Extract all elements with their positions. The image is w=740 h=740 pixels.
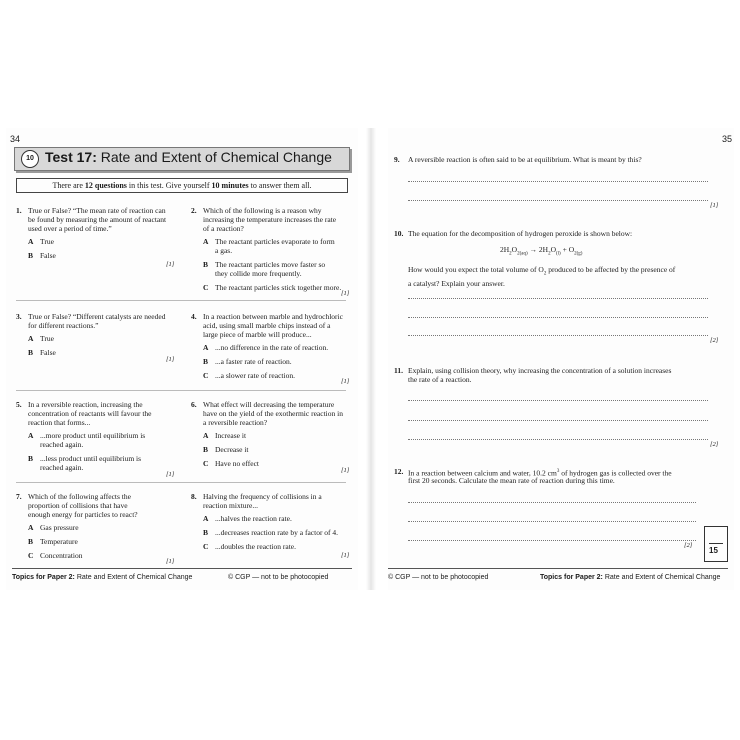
question-text: of hydrogen gas is collected over the: [559, 468, 672, 478]
footer-topic: [12, 574, 192, 581]
option-letter: A: [28, 431, 34, 440]
option-text: Temperature: [40, 537, 78, 546]
option-text: True: [40, 334, 54, 343]
footer-divider: [388, 568, 728, 569]
option-text: Have no effect: [215, 459, 260, 468]
footer-divider: [12, 568, 352, 569]
question-number: 11.: [394, 366, 403, 375]
mark-allocation: [2]: [710, 441, 719, 448]
score-total: 15: [709, 546, 718, 555]
score-divider: [709, 543, 723, 544]
copyright: © CGP — not to be photocopied: [388, 574, 489, 581]
answer-line[interactable]: [408, 439, 708, 440]
question-10-prompt: [408, 265, 728, 288]
footer-topic-rest: Rate and Extent of Chemical Change: [602, 574, 721, 581]
option-text: ...no difference in the rate of reaction.: [215, 343, 329, 352]
option-letter: B: [28, 348, 34, 357]
question-text: be found by measuring the amount of reactant: [28, 215, 167, 224]
prompt-text: produced to be affected by the presence of: [546, 265, 676, 274]
question-text: Halving the frequency of collisions in a: [203, 492, 322, 501]
question-text: reaction mixture...: [203, 501, 258, 510]
eq-part: O: [511, 245, 518, 254]
row-divider: [16, 390, 346, 391]
answer-line[interactable]: [408, 200, 708, 201]
question-text: used over a period of time.”: [28, 224, 112, 233]
mark-allocation: [1]: [166, 471, 175, 478]
question-text: the rate of a reaction.: [408, 375, 472, 384]
answer-line[interactable]: [408, 502, 696, 503]
prompt-text: a catalyst? Explain your answer.: [408, 278, 505, 288]
question-text: have on the yield of the exothermic reaction in: [203, 409, 343, 418]
right-page: [388, 128, 734, 590]
option-text: The reactant particles move faster so: [215, 260, 326, 269]
option-text: reached again.: [40, 440, 84, 449]
question-text: In a reaction between calcium and water, 10.2 cm: [408, 468, 557, 478]
mark-allocation: [2]: [710, 337, 719, 344]
intro-time: 10 minutes: [211, 181, 249, 190]
mark-allocation: [1]: [341, 467, 350, 474]
option-letter: B: [28, 454, 34, 463]
score-box[interactable]: [704, 526, 728, 562]
option-letter: A: [203, 237, 209, 246]
option-text: False: [40, 251, 56, 260]
question-text: proportion of collisions that have: [28, 501, 128, 510]
question-number: 3.: [16, 312, 22, 321]
question-number: 5.: [16, 400, 22, 409]
answer-line[interactable]: [408, 540, 696, 541]
question-number: 6.: [191, 400, 197, 409]
mark-allocation: [1]: [341, 378, 350, 385]
question-number: 4.: [191, 312, 197, 321]
question-text: reaction that forms...: [28, 418, 91, 427]
question-text: enough energy for particles to react?: [28, 510, 138, 519]
eq-sub: 2: [574, 251, 577, 257]
mark-allocation: [1]: [341, 552, 350, 559]
eq-sub: 2: [509, 251, 512, 257]
option-text: True: [40, 237, 54, 246]
option-text: False: [40, 348, 56, 357]
option-letter: B: [203, 528, 209, 537]
option-text: ...decreases reaction rate by a factor of 4.: [215, 528, 339, 537]
row-divider: [16, 482, 346, 483]
mark-allocation: [1]: [710, 202, 719, 209]
question-text: In a reversible reaction, increasing the: [28, 400, 143, 409]
eq-part: 2H: [500, 245, 510, 254]
eq-state: (g): [576, 251, 583, 257]
answer-line[interactable]: [408, 400, 708, 401]
prompt-sub: 2: [543, 271, 547, 277]
question-number: 2.: [191, 206, 197, 215]
question-text: A reversible reaction is often said to be at equilibrium. What is meant by this?: [408, 155, 642, 164]
option-text: ...less product until equilibrium is: [40, 454, 142, 463]
question-text: True or False? “Different catalysts are needed: [28, 312, 166, 321]
question-text: of a reaction?: [203, 224, 244, 233]
eq-state: (l): [556, 251, 561, 257]
mark-allocation: [1]: [341, 290, 350, 297]
answer-line[interactable]: [408, 181, 708, 182]
question-number: 12.: [394, 467, 404, 476]
footer-topic-rest: Rate and Extent of Chemical Change: [74, 574, 193, 581]
question-text: In a reaction between marble and hydrochloric: [203, 312, 343, 321]
footer-topic: [540, 574, 720, 581]
eq-part: O: [550, 245, 556, 254]
question-number: 1.: [16, 206, 22, 215]
intro-question-count: 12 questions: [84, 181, 127, 190]
option-text: The reactant particles stick together more.: [215, 283, 342, 292]
option-letter: A: [203, 343, 209, 352]
title-bold: Test 17:: [45, 149, 97, 165]
mark-allocation: [1]: [166, 558, 175, 565]
eq-part: → 2H: [527, 245, 549, 254]
title-rest: Rate and Extent of Chemical Change: [96, 149, 332, 165]
eq-state: (aq): [519, 251, 528, 257]
option-letter: B: [203, 445, 209, 454]
question-number: 10.: [394, 229, 404, 238]
question-text: Which of the following is a reason why: [203, 206, 322, 215]
question-number: 7.: [16, 492, 22, 501]
option-letter: B: [203, 260, 209, 269]
option-text: The reactant particles evaporate to form: [215, 237, 335, 246]
option-letter: B: [203, 357, 209, 366]
answer-line[interactable]: [408, 521, 696, 522]
prompt-text: How would you expect the total volume of O: [408, 265, 544, 274]
option-letter: C: [28, 551, 34, 560]
question-number: 9.: [394, 155, 400, 164]
option-text: Gas pressure: [40, 523, 79, 532]
option-letter: C: [203, 542, 209, 551]
eq-sub: 2: [548, 251, 551, 257]
clock-icon: 10: [21, 150, 39, 168]
option-letter: B: [28, 537, 34, 546]
answer-line[interactable]: [408, 298, 708, 299]
footer-topic-bold: Topics for Paper 2:: [540, 574, 603, 581]
mark-allocation: [2]: [684, 542, 693, 549]
option-text: ...a slower rate of reaction.: [215, 371, 295, 380]
option-letter: C: [203, 283, 209, 292]
intro-text-end: to answer them all.: [248, 181, 312, 190]
question-text: Which of the following affects the: [28, 492, 131, 501]
page-number-left: 34: [10, 134, 21, 144]
intro-text: There are: [52, 181, 85, 190]
question-text: first 20 seconds. Calculate the mean rate of reaction during this time.: [408, 476, 615, 485]
question-text: increasing the temperature increases the rate: [203, 215, 337, 224]
instructions-box: [16, 178, 348, 193]
option-letter: B: [28, 251, 34, 260]
intro-text-mid: in this test. Give yourself: [126, 181, 212, 190]
question-text: concentration of reactants will favour the: [28, 409, 152, 418]
eq-sub: 2: [517, 251, 520, 257]
row-divider: [16, 300, 346, 301]
question-text: acid, using small marble chips instead of a: [203, 321, 331, 330]
option-text: ...halves the reaction rate.: [215, 514, 292, 523]
option-letter: C: [203, 371, 209, 380]
option-text: a gas.: [215, 246, 233, 255]
option-text: ...more product until equilibrium is: [40, 431, 146, 440]
option-letter: A: [28, 523, 34, 532]
book-spine: [366, 128, 376, 590]
footer-topic-bold: Topics for Paper 2:: [12, 574, 75, 581]
question-text: Explain, using collision theory, why increasing the concentration of a solution increases: [408, 366, 672, 375]
option-letter: A: [28, 237, 34, 246]
option-text: reached again.: [40, 463, 84, 472]
question-text: The equation for the decomposition of hydrogen peroxide is shown below:: [408, 229, 633, 238]
mark-allocation: [1]: [166, 261, 175, 268]
option-text: ...doubles the reaction rate.: [215, 542, 297, 551]
question-text: for different reactions.”: [28, 321, 99, 330]
question-text: What effect will decreasing the temperature: [203, 400, 335, 409]
option-letter: A: [28, 334, 34, 343]
option-text: ...a faster rate of reaction.: [215, 357, 292, 366]
option-text: they collide more frequently.: [215, 269, 302, 278]
mark-allocation: [1]: [166, 356, 175, 363]
question-number: 8.: [191, 492, 197, 501]
answer-line[interactable]: [408, 317, 708, 318]
option-letter: A: [203, 514, 209, 523]
test-title-bar: [14, 147, 350, 171]
question-sup: 3: [556, 469, 560, 474]
answer-line[interactable]: [408, 335, 708, 336]
option-text: Concentration: [40, 551, 83, 560]
question-text: large piece of marble will produce...: [203, 330, 312, 339]
eq-part: + O: [560, 245, 575, 254]
option-letter: C: [203, 459, 209, 468]
chemical-equation: [500, 245, 582, 257]
left-page: [6, 128, 358, 590]
page-number-right: 35: [722, 134, 733, 144]
question-text: True or False? “The mean rate of reaction can: [28, 206, 166, 215]
page-title: [45, 149, 332, 165]
option-letter: A: [203, 431, 209, 440]
answer-line[interactable]: [408, 420, 708, 421]
copyright: © CGP — not to be photocopied: [228, 574, 329, 581]
option-text: Decrease it: [215, 445, 249, 454]
option-text: Increase it: [215, 431, 247, 440]
question-text: a reversible reaction?: [203, 418, 268, 427]
